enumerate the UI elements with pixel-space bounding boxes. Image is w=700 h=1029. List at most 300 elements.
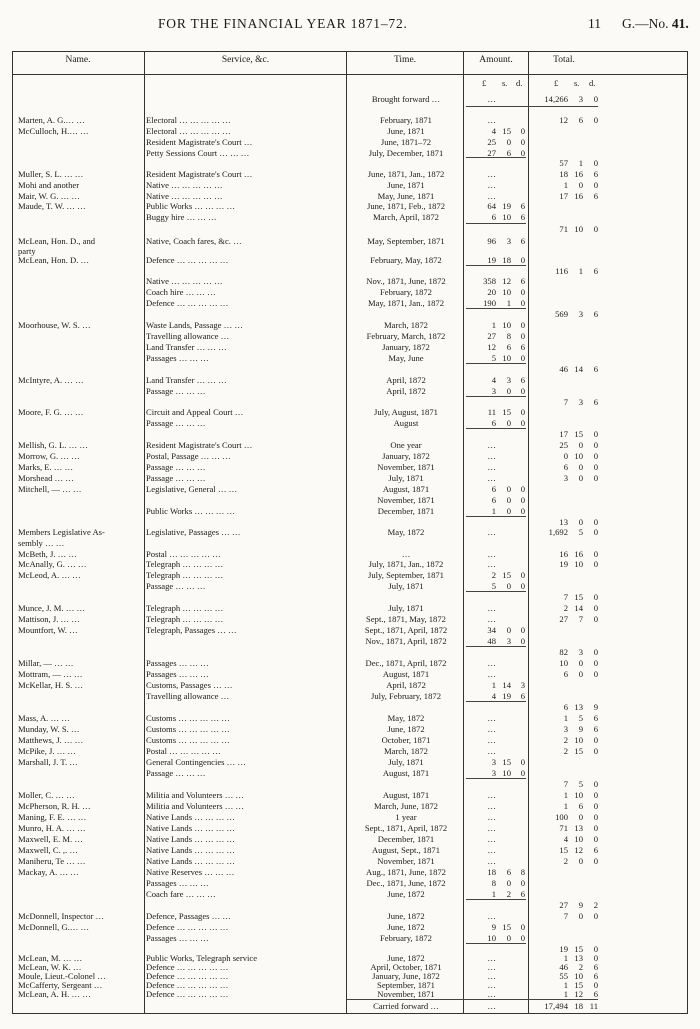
total-pence: 9 <box>593 702 598 712</box>
payee-name: McIntyre, A. … … <box>18 375 84 385</box>
table-row <box>0 713 700 724</box>
total-pounds: 27 <box>559 900 568 910</box>
subtotal-rule <box>466 157 526 158</box>
subtotal-rule <box>466 363 526 364</box>
amount-pence: 0 <box>520 126 525 136</box>
service-description: Passages … … … <box>146 878 209 888</box>
table-row <box>0 375 700 386</box>
subtotal-rule <box>466 428 526 429</box>
amount-pounds: 3 <box>491 386 496 396</box>
amount-pounds: … <box>487 94 496 104</box>
total-pounds: 25 <box>559 440 568 450</box>
total-shillings: 10 <box>574 224 583 234</box>
total-pence: 0 <box>593 746 598 756</box>
reference-number: 41. <box>671 16 689 31</box>
subtotal-rule <box>466 943 526 944</box>
total-pounds: 7 <box>563 592 568 602</box>
total-shillings: 14 <box>574 364 583 374</box>
total-shillings: 10 <box>574 834 583 844</box>
amount-shillings: 14 <box>502 680 511 690</box>
total-pence: 0 <box>593 440 598 450</box>
payee-name: McLean, Hon. D. … <box>18 255 90 265</box>
total-pence: 0 <box>593 812 598 822</box>
total-shillings: 15 <box>574 980 583 990</box>
service-description: Native … … … … … <box>146 276 223 286</box>
payee-name: Muller, S. L. … … <box>18 169 84 179</box>
amount-pounds: 27 <box>487 148 496 158</box>
total-shillings: 12 <box>574 989 583 999</box>
time-period: August <box>393 418 419 428</box>
amount-pounds: 9 <box>491 922 496 932</box>
table-row <box>0 429 700 440</box>
total-pounds: 17,494 <box>544 1001 568 1011</box>
table-row <box>0 779 700 790</box>
service-description: Native Lands … … … … <box>146 856 236 866</box>
total-pounds: 71 <box>559 224 568 234</box>
time-period: February, May, 1872 <box>370 255 442 265</box>
amount-pounds: 25 <box>487 137 496 147</box>
service-description: Legislative, Passages … … <box>146 527 241 537</box>
total-pence: 6 <box>593 962 598 972</box>
table-row <box>0 823 700 834</box>
document-reference <box>622 16 689 32</box>
amount-pence: 0 <box>520 418 525 428</box>
time-period: November, 1871 <box>377 495 435 505</box>
service-description: Passage … … … <box>146 418 206 428</box>
amount-pence: 0 <box>520 757 525 767</box>
total-pence: 0 <box>593 115 598 125</box>
service-description: Circuit and Appeal Court … <box>146 407 244 417</box>
total-pounds: 4 <box>563 834 568 844</box>
total-pence: 0 <box>593 834 598 844</box>
amount-shillings: 10 <box>502 768 511 778</box>
payee-name: McCafferty, Sergeant … <box>18 980 103 990</box>
time-period: June, 1872 <box>387 889 425 899</box>
amount-pounds: … <box>487 834 496 844</box>
time-period: February, 1872 <box>380 287 432 297</box>
time-period: February, 1871 <box>380 115 432 125</box>
total-shillings: 0 <box>578 658 583 668</box>
service-description: Travelling allowance … <box>146 691 230 701</box>
total-pence: 0 <box>593 658 598 668</box>
total-pence: 6 <box>593 309 598 319</box>
page-header <box>0 12 700 34</box>
amount-shillings: 10 <box>502 353 511 363</box>
total-pence: 0 <box>593 647 598 657</box>
payee-name: Mottram, — … … <box>18 669 83 679</box>
total-pounds: 3 <box>563 473 568 483</box>
service-description: Defence … … … … … <box>146 980 229 990</box>
time-period: July, 1871 <box>388 581 424 591</box>
footer-separator <box>347 999 598 1000</box>
amount-shillings: 6 <box>506 148 511 158</box>
time-period: March, April, 1872 <box>373 212 439 222</box>
time-period: Sept., 1871, April, 1872 <box>364 625 448 635</box>
total-pounds: 57 <box>559 158 568 168</box>
time-period: April, 1872 <box>386 386 426 396</box>
service-description: Defence … … … … … <box>146 962 229 972</box>
service-description: Passage … … … <box>146 462 206 472</box>
amount-pounds: … <box>487 801 496 811</box>
table-row <box>0 169 700 180</box>
amount-pounds: … <box>487 549 496 559</box>
amount-shillings: 0 <box>506 506 511 516</box>
amount-pounds: … <box>487 790 496 800</box>
service-description: Public Works … … … … <box>146 506 236 516</box>
amount-pence: 6 <box>520 212 525 222</box>
payee-name: McLean, W. K. … <box>18 962 82 972</box>
amount-pence: 0 <box>520 298 525 308</box>
amount-shillings: 8 <box>506 331 511 341</box>
amount-pounds: 190 <box>483 298 496 308</box>
table-row <box>0 255 700 266</box>
amount-pounds: 34 <box>487 625 496 635</box>
total-shillings: 15 <box>574 429 583 439</box>
payee-name: McBeth, J. … … <box>18 549 77 559</box>
column-header-name: Name. <box>65 55 91 65</box>
total-pence: 6 <box>593 989 598 999</box>
time-period: November, 1871 <box>377 856 435 866</box>
time-period: March, June, 1872 <box>374 801 438 811</box>
amount-pence: 0 <box>520 922 525 932</box>
page-title: FOR THE FINANCIAL YEAR 1871–72. <box>158 16 408 31</box>
time-period: April, 1872 <box>386 375 426 385</box>
time-period: November, 1871 <box>377 989 435 999</box>
payee-name: McDonnell, G.… … <box>18 922 90 932</box>
amount-pounds: … <box>487 980 496 990</box>
total-shillings: 5 <box>578 527 583 537</box>
service-description: Legislative, General … … <box>146 484 238 494</box>
payee-name: Munro, H. A. … … <box>18 823 86 833</box>
total-shillings: 18 <box>574 1001 583 1011</box>
total-pounds: 27 <box>559 614 568 624</box>
service-description: Defence … … … … … <box>146 255 229 265</box>
amount-shillings: 15 <box>502 570 511 580</box>
total-pence: 6 <box>593 397 598 407</box>
amount-pounds: 8 <box>491 878 496 888</box>
total-pound-unit: £ <box>554 78 559 88</box>
total-pence: 0 <box>593 180 598 190</box>
total-shillings: 10 <box>574 559 583 569</box>
total-pence: 6 <box>593 845 598 855</box>
total-shillings: 5 <box>578 779 583 789</box>
time-period: March, 1872 <box>384 746 428 756</box>
total-pounds: 2 <box>563 735 568 745</box>
total-pence: 0 <box>593 669 598 679</box>
total-pence: 0 <box>593 735 598 745</box>
amount-pounds: … <box>487 845 496 855</box>
service-description: Militia and Volunteers … … <box>146 790 245 800</box>
amount-pounds: … <box>487 462 496 472</box>
table-row <box>0 790 700 801</box>
header-rule <box>12 74 688 75</box>
amount-pounds: … <box>487 911 496 921</box>
service-description: Passage … … … <box>146 768 206 778</box>
reference-prefix: G.—No. <box>622 16 669 31</box>
amount-pence: 6 <box>520 236 525 246</box>
subtotal-rule <box>466 778 526 779</box>
amount-pence: 0 <box>520 495 525 505</box>
total-shillings: 0 <box>578 669 583 679</box>
amount-pounds: … <box>487 735 496 745</box>
amount-pounds: 3 <box>491 768 496 778</box>
table-row <box>0 94 700 105</box>
amount-pounds: 18 <box>487 867 496 877</box>
time-period: November, 1871 <box>377 462 435 472</box>
column-header-total: Total. <box>553 55 575 65</box>
service-description: Passages … … … <box>146 353 209 363</box>
time-period: July, 1871 <box>388 757 424 767</box>
amount-pounds: … <box>487 856 496 866</box>
amount-pounds: 27 <box>487 331 496 341</box>
total-shillings: 15 <box>574 746 583 756</box>
amount-pounds: 4 <box>491 375 496 385</box>
time-period: June, 1872 <box>387 724 425 734</box>
total-pence: 0 <box>593 559 598 569</box>
payee-name: Millar, — … … <box>18 658 74 668</box>
carried-forward-amount: … <box>487 1001 496 1011</box>
payee-name: Munday, W. S. … <box>18 724 80 734</box>
table-row <box>0 115 700 126</box>
payee-name: Mattison, J. … … <box>18 614 80 624</box>
subtotal-rule <box>466 265 526 266</box>
table-row <box>0 158 700 169</box>
total-pence: 6 <box>593 724 598 734</box>
amount-pounds: … <box>487 724 496 734</box>
total-shillings: 7 <box>578 614 583 624</box>
amount-pence: 0 <box>520 137 525 147</box>
service-description: Passages … … … <box>146 669 209 679</box>
time-period: January, 1872 <box>382 342 430 352</box>
service-description: Customs, Passages … … <box>146 680 233 690</box>
amount-pounds: 4 <box>491 691 496 701</box>
table-row <box>0 180 700 191</box>
time-period: June, 1871 <box>387 180 425 190</box>
table-row <box>0 812 700 823</box>
payee-name: Morshead … … <box>18 473 74 483</box>
subtotal-rule <box>466 396 526 397</box>
amount-shillings: 1 <box>506 298 511 308</box>
total-pounds: 7 <box>563 779 568 789</box>
table-row <box>0 126 700 137</box>
total-pence: 6 <box>593 364 598 374</box>
total-pounds: 19 <box>559 944 568 954</box>
amount-pounds: … <box>487 669 496 679</box>
total-shillings: 13 <box>574 953 583 963</box>
amount-pounds: … <box>487 527 496 537</box>
time-period: Sept., 1871, April, 1872 <box>364 823 448 833</box>
total-pence: 0 <box>593 790 598 800</box>
table-row <box>0 527 700 538</box>
table-row <box>0 570 700 581</box>
carried-forward-label: Carried forward … <box>373 1001 439 1011</box>
total-shillings: 10 <box>574 971 583 981</box>
amount-pounds: 19 <box>487 255 496 265</box>
amount-pence: 0 <box>520 768 525 778</box>
total-shillings: 3 <box>578 397 583 407</box>
payee-name: McPike, J. … … <box>18 746 77 756</box>
time-period: Aug., 1871, June, 1872 <box>366 867 446 877</box>
payee-name: McAnally, G. … … <box>18 559 87 569</box>
total-pounds: 13 <box>559 517 568 527</box>
table-row <box>0 933 700 944</box>
total-pence: 6 <box>593 971 598 981</box>
time-period: August, 1871 <box>382 790 430 800</box>
amount-pounds: … <box>487 169 496 179</box>
amount-shillings: 3 <box>506 636 511 646</box>
total-pounds: 46 <box>559 364 568 374</box>
table-row <box>0 878 700 889</box>
table-row <box>0 845 700 856</box>
time-period: December, 1871 <box>377 506 435 516</box>
amount-shillings: 0 <box>506 495 511 505</box>
service-description: Resident Magistrate's Court … <box>146 137 253 147</box>
time-period: May, June, 1871 <box>377 191 435 201</box>
total-shillings: 10 <box>574 451 583 461</box>
table-row <box>0 614 700 625</box>
table-row <box>0 364 700 375</box>
service-description: Passages … … … <box>146 933 209 943</box>
amount-pound-unit: £ <box>482 78 487 88</box>
time-period: June, 1872 <box>387 911 425 921</box>
table-row <box>0 538 700 549</box>
total-shillings: 12 <box>574 845 583 855</box>
table-row <box>0 495 700 506</box>
total-pounds: 18 <box>559 169 568 179</box>
time-period: Dec., 1871, April, 1872 <box>365 658 447 668</box>
total-pence: 6 <box>593 713 598 723</box>
table-row <box>0 592 700 603</box>
time-period: Dec., 1871, June, 1872 <box>366 878 446 888</box>
table-row <box>0 342 700 353</box>
total-shillings: 0 <box>578 812 583 822</box>
payee-name: Moore, F. G. … … <box>18 407 84 417</box>
time-period: October, 1871 <box>381 735 431 745</box>
amount-pence-unit: d. <box>516 78 523 88</box>
amount-shillings: 15 <box>502 922 511 932</box>
total-pence: 0 <box>593 527 598 537</box>
table-row <box>0 691 700 702</box>
amount-pence: 0 <box>520 353 525 363</box>
time-period: May, 1872 <box>387 527 425 537</box>
subtotal-rule <box>466 646 526 647</box>
service-description: Resident Magistrate's Court … <box>146 169 253 179</box>
time-period: July, 1871 <box>388 473 424 483</box>
service-description: Buggy hire … … … <box>146 212 217 222</box>
total-pence: 0 <box>593 473 598 483</box>
table-row <box>0 506 700 517</box>
time-period: January, 1872 <box>382 451 430 461</box>
service-description: Travelling allowance … <box>146 331 230 341</box>
total-shillings: 3 <box>578 647 583 657</box>
amount-pence: 0 <box>520 148 525 158</box>
total-shillings: 0 <box>578 440 583 450</box>
amount-pounds: 96 <box>487 236 496 246</box>
amount-shillings: 10 <box>502 287 511 297</box>
total-shillings: 0 <box>578 473 583 483</box>
total-pence: 11 <box>589 1001 598 1011</box>
total-shillings: 0 <box>578 517 583 527</box>
total-pounds: 6 <box>563 669 568 679</box>
service-description: Native, Coach fares, &c. … <box>146 236 242 246</box>
table-row <box>0 386 700 397</box>
amount-shillings: 15 <box>502 757 511 767</box>
amount-pounds: 358 <box>483 276 496 286</box>
amount-pence: 6 <box>520 342 525 352</box>
total-shillings: 0 <box>578 856 583 866</box>
payee-name: McLean, A. H. … … <box>18 989 91 999</box>
total-shillings: 1 <box>578 158 583 168</box>
total-pounds: 71 <box>559 823 568 833</box>
total-shillings: 10 <box>574 790 583 800</box>
payee-name: McLeod, A. … … <box>18 570 81 580</box>
service-description: Defence … … … … … <box>146 298 229 308</box>
time-period: July, February, 1872 <box>370 691 441 701</box>
column-header-amount: Amount. <box>479 55 513 65</box>
service-description: Customs … … … … … <box>146 713 230 723</box>
time-period: December, 1871 <box>377 834 435 844</box>
amount-shillings: 0 <box>506 484 511 494</box>
table-row <box>0 856 700 867</box>
total-pounds: 3 <box>563 724 568 734</box>
service-description: Public Works … … … … <box>146 201 236 211</box>
amount-pence: 0 <box>520 506 525 516</box>
total-pence: 0 <box>593 779 598 789</box>
time-period: June, 1871, Feb., 1872 <box>366 201 446 211</box>
time-period: July, 1871 <box>388 603 424 613</box>
amount-shillings: 18 <box>502 255 511 265</box>
total-pounds: 10 <box>559 658 568 668</box>
table-row <box>0 212 700 223</box>
amount-pence: 6 <box>520 691 525 701</box>
payee-name: Marshall, J. T. … <box>18 757 78 767</box>
amount-shillings: 6 <box>506 867 511 877</box>
table-row <box>0 702 700 713</box>
amount-pounds: 6 <box>491 212 496 222</box>
total-pounds: 15 <box>559 845 568 855</box>
total-shillings: 5 <box>578 713 583 723</box>
payee-name: Maxwell, C. ,. … <box>18 845 78 855</box>
total-pounds: 2 <box>563 746 568 756</box>
amount-pounds: … <box>487 823 496 833</box>
service-description: Electoral … … … … … <box>146 126 231 136</box>
table-row <box>0 801 700 812</box>
total-pounds: 116 <box>555 266 568 276</box>
amount-pence: 0 <box>520 636 525 646</box>
total-pounds: 14,266 <box>544 94 568 104</box>
amount-shillings: 15 <box>502 126 511 136</box>
time-period: July, December, 1871 <box>368 148 444 158</box>
service-description: Native Lands … … … … <box>146 812 236 822</box>
time-period: Nov., 1871, April, 1872 <box>365 636 447 646</box>
table-row <box>0 680 700 691</box>
subtotal-rule <box>466 516 526 517</box>
amount-pounds: … <box>487 603 496 613</box>
table-row <box>0 309 700 320</box>
column-header-time: Time. <box>393 55 417 65</box>
payee-name: party <box>18 246 36 256</box>
service-description: Customs … … … … … <box>146 724 230 734</box>
amount-pounds: … <box>487 559 496 569</box>
total-shillings: 13 <box>574 823 583 833</box>
total-pounds: 12 <box>559 115 568 125</box>
payee-name: Mitchell, — … … <box>18 484 82 494</box>
table-row <box>0 559 700 570</box>
amount-pence: 3 <box>520 680 525 690</box>
payee-name: Members Legislative As- <box>18 527 105 537</box>
payee-name: Moorhouse, W. S. … <box>18 320 91 330</box>
total-pounds: 55 <box>559 971 568 981</box>
